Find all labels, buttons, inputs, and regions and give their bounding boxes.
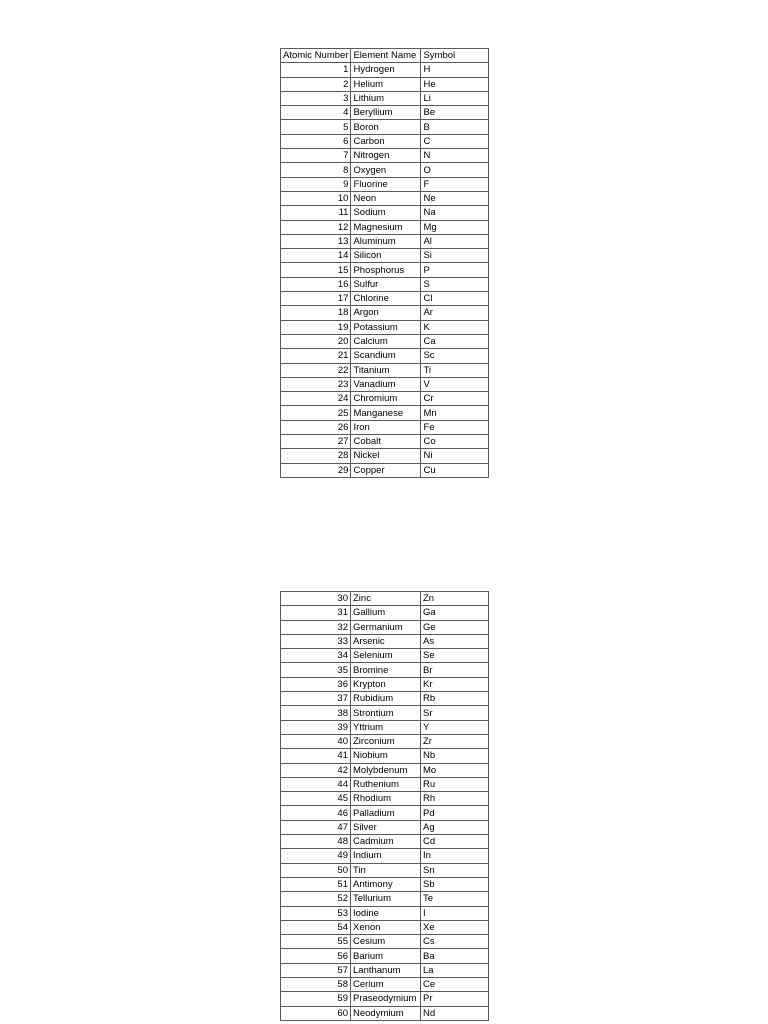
table-row bbox=[281, 363, 489, 377]
symbol-cell: Nd bbox=[421, 1006, 489, 1020]
atomic-number-cell: 18 bbox=[281, 306, 351, 320]
table-row bbox=[281, 292, 489, 306]
symbol-cell: Na bbox=[421, 206, 489, 220]
atomic-number-cell: 57 bbox=[281, 963, 351, 977]
element-name-cell: Scandium bbox=[351, 349, 421, 363]
element-name-cell: Lithium bbox=[351, 91, 421, 105]
table-row bbox=[281, 234, 489, 248]
table-row bbox=[281, 263, 489, 277]
element-name-cell: Cerium bbox=[351, 978, 421, 992]
atomic-number-cell: 7 bbox=[281, 149, 351, 163]
symbol-cell: F bbox=[421, 177, 489, 191]
symbol-cell: N bbox=[421, 149, 489, 163]
table-row bbox=[281, 649, 489, 663]
symbol-cell: Cs bbox=[421, 935, 489, 949]
element-name-cell: Antimony bbox=[351, 877, 421, 891]
symbol-cell: Br bbox=[421, 663, 489, 677]
table-row bbox=[281, 320, 489, 334]
symbol-cell: Ga bbox=[421, 606, 489, 620]
element-name-cell: Boron bbox=[351, 120, 421, 134]
atomic-number-cell: 19 bbox=[281, 320, 351, 334]
symbol-cell: Sb bbox=[421, 877, 489, 891]
atomic-number-cell: 52 bbox=[281, 892, 351, 906]
symbol-cell: Sn bbox=[421, 863, 489, 877]
atomic-number-cell: 6 bbox=[281, 134, 351, 148]
table-row bbox=[281, 720, 489, 734]
table-row bbox=[281, 377, 489, 391]
element-name-cell: Phosphorus bbox=[351, 263, 421, 277]
element-name-cell: Neon bbox=[351, 191, 421, 205]
atomic-number-cell: 2 bbox=[281, 77, 351, 91]
atomic-number-cell: 48 bbox=[281, 835, 351, 849]
symbol-cell: Ne bbox=[421, 191, 489, 205]
symbol-cell: K bbox=[421, 320, 489, 334]
header-atomic-number: Atomic Number bbox=[281, 49, 351, 63]
symbol-cell: As bbox=[421, 634, 489, 648]
symbol-cell: In bbox=[421, 849, 489, 863]
table-row bbox=[281, 734, 489, 748]
symbol-cell: Pd bbox=[421, 806, 489, 820]
atomic-number-cell: 55 bbox=[281, 935, 351, 949]
element-name-cell: Yttrium bbox=[351, 720, 421, 734]
atomic-number-cell: 36 bbox=[281, 677, 351, 691]
table-row bbox=[281, 749, 489, 763]
atomic-number-cell: 56 bbox=[281, 949, 351, 963]
element-name-cell: Selenium bbox=[351, 649, 421, 663]
table-row bbox=[281, 177, 489, 191]
element-name-cell: Nickel bbox=[351, 449, 421, 463]
symbol-cell: Rb bbox=[421, 692, 489, 706]
element-name-cell: Nitrogen bbox=[351, 149, 421, 163]
symbol-cell: Si bbox=[421, 249, 489, 263]
symbol-cell: Y bbox=[421, 720, 489, 734]
atomic-number-cell: 29 bbox=[281, 463, 351, 477]
symbol-cell: Fe bbox=[421, 420, 489, 434]
atomic-number-cell: 20 bbox=[281, 334, 351, 348]
atomic-number-cell: 21 bbox=[281, 349, 351, 363]
table-row bbox=[281, 892, 489, 906]
element-name-cell: Rhodium bbox=[351, 792, 421, 806]
table-row bbox=[281, 1006, 489, 1020]
element-name-cell: Hydrogen bbox=[351, 63, 421, 77]
table-row bbox=[281, 463, 489, 477]
atomic-number-cell: 3 bbox=[281, 91, 351, 105]
atomic-number-cell: 31 bbox=[281, 606, 351, 620]
element-name-cell: Krypton bbox=[351, 677, 421, 691]
table-row bbox=[281, 91, 489, 105]
table-row bbox=[281, 992, 489, 1006]
atomic-number-cell: 60 bbox=[281, 1006, 351, 1020]
element-name-cell: Strontium bbox=[351, 706, 421, 720]
element-name-cell: Oxygen bbox=[351, 163, 421, 177]
element-name-cell: Zinc bbox=[351, 592, 421, 606]
atomic-number-cell: 8 bbox=[281, 163, 351, 177]
atomic-number-cell: 24 bbox=[281, 392, 351, 406]
table-row bbox=[281, 963, 489, 977]
symbol-cell: V bbox=[421, 377, 489, 391]
element-name-cell: Indium bbox=[351, 849, 421, 863]
table-row bbox=[281, 692, 489, 706]
symbol-cell: O bbox=[421, 163, 489, 177]
table-row bbox=[281, 949, 489, 963]
atomic-number-cell: 53 bbox=[281, 906, 351, 920]
atomic-number-cell: 14 bbox=[281, 249, 351, 263]
element-name-cell: Silicon bbox=[351, 249, 421, 263]
element-name-cell: Palladium bbox=[351, 806, 421, 820]
symbol-cell: Li bbox=[421, 91, 489, 105]
table-row bbox=[281, 163, 489, 177]
element-name-cell: Tellurium bbox=[351, 892, 421, 906]
atomic-number-cell: 44 bbox=[281, 777, 351, 791]
element-name-cell: Sodium bbox=[351, 206, 421, 220]
element-name-cell: Helium bbox=[351, 77, 421, 91]
symbol-cell: Ag bbox=[421, 820, 489, 834]
element-name-cell: Rubidium bbox=[351, 692, 421, 706]
element-name-cell: Calcium bbox=[351, 334, 421, 348]
symbol-cell: Ge bbox=[421, 620, 489, 634]
symbol-cell: S bbox=[421, 277, 489, 291]
element-name-cell: Argon bbox=[351, 306, 421, 320]
element-name-cell: Xenon bbox=[351, 920, 421, 934]
atomic-number-cell: 1 bbox=[281, 63, 351, 77]
element-name-cell: Molybdenum bbox=[351, 763, 421, 777]
atomic-number-cell: 32 bbox=[281, 620, 351, 634]
table-row bbox=[281, 677, 489, 691]
table-row bbox=[281, 306, 489, 320]
atomic-number-cell: 23 bbox=[281, 377, 351, 391]
table-row bbox=[281, 820, 489, 834]
header-element-name: Element Name bbox=[351, 49, 421, 63]
atomic-number-cell: 39 bbox=[281, 720, 351, 734]
table-row bbox=[281, 606, 489, 620]
table-row bbox=[281, 435, 489, 449]
symbol-cell: Rh bbox=[421, 792, 489, 806]
element-name-cell: Beryllium bbox=[351, 106, 421, 120]
symbol-cell: Ba bbox=[421, 949, 489, 963]
atomic-number-cell: 4 bbox=[281, 106, 351, 120]
header-symbol: Symbol bbox=[421, 49, 489, 63]
table-row bbox=[281, 249, 489, 263]
symbol-cell: Ca bbox=[421, 334, 489, 348]
element-name-cell: Barium bbox=[351, 949, 421, 963]
atomic-number-cell: 12 bbox=[281, 220, 351, 234]
elements-table-page-2 bbox=[280, 591, 489, 1021]
element-name-cell: Neodymium bbox=[351, 1006, 421, 1020]
atomic-number-cell: 30 bbox=[281, 592, 351, 606]
atomic-number-cell: 15 bbox=[281, 263, 351, 277]
atomic-number-cell: 9 bbox=[281, 177, 351, 191]
symbol-cell: Be bbox=[421, 106, 489, 120]
symbol-cell: Sc bbox=[421, 349, 489, 363]
element-name-cell: Titanium bbox=[351, 363, 421, 377]
element-name-cell: Lanthanum bbox=[351, 963, 421, 977]
element-name-cell: Cesium bbox=[351, 935, 421, 949]
atomic-number-cell: 22 bbox=[281, 363, 351, 377]
symbol-cell: Nb bbox=[421, 749, 489, 763]
table-row bbox=[281, 763, 489, 777]
table-row bbox=[281, 620, 489, 634]
symbol-cell: Cd bbox=[421, 835, 489, 849]
atomic-number-cell: 5 bbox=[281, 120, 351, 134]
atomic-number-cell: 45 bbox=[281, 792, 351, 806]
symbol-cell: Ti bbox=[421, 363, 489, 377]
table-row bbox=[281, 592, 489, 606]
table-row bbox=[281, 392, 489, 406]
element-name-cell: Zirconium bbox=[351, 734, 421, 748]
table-row bbox=[281, 634, 489, 648]
symbol-cell: Xe bbox=[421, 920, 489, 934]
table-row bbox=[281, 906, 489, 920]
table-row bbox=[281, 663, 489, 677]
table-row bbox=[281, 63, 489, 77]
element-name-cell: Gallium bbox=[351, 606, 421, 620]
element-name-cell: Bromine bbox=[351, 663, 421, 677]
table-row bbox=[281, 877, 489, 891]
element-name-cell: Copper bbox=[351, 463, 421, 477]
symbol-cell: C bbox=[421, 134, 489, 148]
table-row bbox=[281, 935, 489, 949]
symbol-cell: Cl bbox=[421, 292, 489, 306]
symbol-cell: Mo bbox=[421, 763, 489, 777]
element-name-cell: Cobalt bbox=[351, 435, 421, 449]
elements-table-page-1 bbox=[280, 48, 489, 478]
table-row bbox=[281, 792, 489, 806]
table-row bbox=[281, 334, 489, 348]
table-row bbox=[281, 420, 489, 434]
symbol-cell: Ni bbox=[421, 449, 489, 463]
atomic-number-cell: 37 bbox=[281, 692, 351, 706]
table-row bbox=[281, 406, 489, 420]
atomic-number-cell: 41 bbox=[281, 749, 351, 763]
element-name-cell: Magnesium bbox=[351, 220, 421, 234]
table-row bbox=[281, 449, 489, 463]
atomic-number-cell: 26 bbox=[281, 420, 351, 434]
symbol-cell: Cr bbox=[421, 392, 489, 406]
atomic-number-cell: 13 bbox=[281, 234, 351, 248]
atomic-number-cell: 35 bbox=[281, 663, 351, 677]
table-row bbox=[281, 806, 489, 820]
symbol-cell: Ru bbox=[421, 777, 489, 791]
symbol-cell: Mn bbox=[421, 406, 489, 420]
element-name-cell: Manganese bbox=[351, 406, 421, 420]
table-row bbox=[281, 106, 489, 120]
atomic-number-cell: 33 bbox=[281, 634, 351, 648]
table-row bbox=[281, 777, 489, 791]
table-row bbox=[281, 920, 489, 934]
table-row bbox=[281, 134, 489, 148]
symbol-cell: Co bbox=[421, 435, 489, 449]
symbol-cell: He bbox=[421, 77, 489, 91]
element-name-cell: Niobium bbox=[351, 749, 421, 763]
element-name-cell: Silver bbox=[351, 820, 421, 834]
atomic-number-cell: 42 bbox=[281, 763, 351, 777]
element-name-cell: Arsenic bbox=[351, 634, 421, 648]
table-row bbox=[281, 863, 489, 877]
atomic-number-cell: 50 bbox=[281, 863, 351, 877]
table-row bbox=[281, 349, 489, 363]
atomic-number-cell: 58 bbox=[281, 978, 351, 992]
element-name-cell: Tin bbox=[351, 863, 421, 877]
symbol-cell: Se bbox=[421, 649, 489, 663]
table-row bbox=[281, 120, 489, 134]
symbol-cell: Zr bbox=[421, 734, 489, 748]
table-row bbox=[281, 191, 489, 205]
symbol-cell: Zn bbox=[421, 592, 489, 606]
atomic-number-cell: 40 bbox=[281, 734, 351, 748]
element-name-cell: Praseodymium bbox=[351, 992, 421, 1006]
atomic-number-cell: 49 bbox=[281, 849, 351, 863]
symbol-cell: La bbox=[421, 963, 489, 977]
element-name-cell: Potassium bbox=[351, 320, 421, 334]
table-row bbox=[281, 149, 489, 163]
atomic-number-cell: 25 bbox=[281, 406, 351, 420]
header-row bbox=[281, 49, 489, 63]
symbol-cell: Te bbox=[421, 892, 489, 906]
atomic-number-cell: 17 bbox=[281, 292, 351, 306]
symbol-cell: Pr bbox=[421, 992, 489, 1006]
element-name-cell: Ruthenium bbox=[351, 777, 421, 791]
element-name-cell: Aluminum bbox=[351, 234, 421, 248]
symbol-cell: P bbox=[421, 263, 489, 277]
element-name-cell: Carbon bbox=[351, 134, 421, 148]
atomic-number-cell: 54 bbox=[281, 920, 351, 934]
symbol-cell: Ar bbox=[421, 306, 489, 320]
symbol-cell: Ce bbox=[421, 978, 489, 992]
symbol-cell: Cu bbox=[421, 463, 489, 477]
table-row bbox=[281, 206, 489, 220]
atomic-number-cell: 34 bbox=[281, 649, 351, 663]
table-row bbox=[281, 77, 489, 91]
symbol-cell: Sr bbox=[421, 706, 489, 720]
table-row bbox=[281, 849, 489, 863]
table-row bbox=[281, 978, 489, 992]
symbol-cell: Kr bbox=[421, 677, 489, 691]
element-name-cell: Vanadium bbox=[351, 377, 421, 391]
table-row bbox=[281, 220, 489, 234]
symbol-cell: Mg bbox=[421, 220, 489, 234]
element-name-cell: Cadmium bbox=[351, 835, 421, 849]
table-row bbox=[281, 277, 489, 291]
atomic-number-cell: 27 bbox=[281, 435, 351, 449]
symbol-cell: I bbox=[421, 906, 489, 920]
element-name-cell: Fluorine bbox=[351, 177, 421, 191]
atomic-number-cell: 11 bbox=[281, 206, 351, 220]
element-name-cell: Chromium bbox=[351, 392, 421, 406]
element-name-cell: Chlorine bbox=[351, 292, 421, 306]
atomic-number-cell: 16 bbox=[281, 277, 351, 291]
table-row bbox=[281, 706, 489, 720]
element-name-cell: Sulfur bbox=[351, 277, 421, 291]
element-name-cell: Germanium bbox=[351, 620, 421, 634]
table-row bbox=[281, 835, 489, 849]
atomic-number-cell: 51 bbox=[281, 877, 351, 891]
atomic-number-cell: 46 bbox=[281, 806, 351, 820]
symbol-cell: B bbox=[421, 120, 489, 134]
atomic-number-cell: 10 bbox=[281, 191, 351, 205]
atomic-number-cell: 47 bbox=[281, 820, 351, 834]
atomic-number-cell: 28 bbox=[281, 449, 351, 463]
symbol-cell: Al bbox=[421, 234, 489, 248]
symbol-cell: H bbox=[421, 63, 489, 77]
element-name-cell: Iron bbox=[351, 420, 421, 434]
element-name-cell: Iodine bbox=[351, 906, 421, 920]
atomic-number-cell: 59 bbox=[281, 992, 351, 1006]
atomic-number-cell: 38 bbox=[281, 706, 351, 720]
